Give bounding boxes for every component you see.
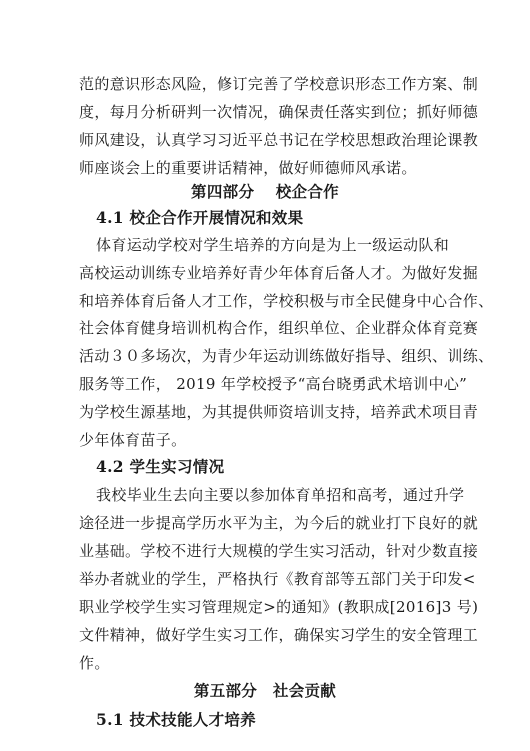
paragraph-line: 途径进一步提高学历水平为主，为今后的就业打下良好的就 <box>79 514 479 532</box>
paragraph-line: 范的意识形态风险，修订完善了学校意识形态工作方案、制 <box>79 75 479 93</box>
paragraph-line: 为学校生源基地，为其提供师资培训支持，培养武术项目青 <box>79 403 479 421</box>
paragraph-line: 业基础。学校不进行大规模的学生实习活动，针对少数直接 <box>79 542 479 560</box>
section-5-1-heading: 5.1 技术技能人才培养 <box>96 710 256 729</box>
paragraph-line: 作。 <box>79 654 110 672</box>
paragraph-line: 度，每月分析研判一次情况，确保责任落实到位；抓好师德 <box>79 103 479 121</box>
paragraph-line: 师风建设，认真学习习近平总书记在学校思想政治理论课教 <box>79 131 479 149</box>
paragraph-line: 举办者就业的学生，严格执行《教育部等五部门关于印发< <box>79 570 476 588</box>
paragraph-line: 高校运动训练专业培养好青少年体育后备人才。为做好发掘 <box>79 264 479 282</box>
part5-heading: 第五部分 社会贡献 <box>193 681 337 700</box>
paragraph-line: 职业学校学生实习管理规定>的通知》(教职成[2016]3 号) <box>79 598 479 616</box>
paragraph-line: 活动３０多场次，为青少年运动训练做好指导、组织、训练、 <box>79 347 494 365</box>
paragraph-line: 体育运动学校对学生培养的方向是为上一级运动队和 <box>96 236 450 254</box>
paragraph-line: 社会体育健身培训机构合作，组织单位、企业群众体育竞赛 <box>79 319 479 337</box>
part4-heading: 第四部分 校企合作 <box>191 182 339 201</box>
paragraph-line: 师座谈会上的重要讲话精神，做好师德师风承诺。 <box>79 159 417 177</box>
paragraph-line: 少年体育苗子。 <box>79 431 187 449</box>
section-4-2-heading: 4.2 学生实习情况 <box>96 457 225 476</box>
section-4-1-heading: 4.1 校企合作开展情况和效果 <box>96 208 304 227</box>
paragraph-line: 和培养体育后备人才工作，学校积极与市全民健身中心合作、 <box>79 292 494 310</box>
paragraph-line: 服务等工作， 2019 年学校授予“高台晓勇武术培训中心” <box>79 375 468 393</box>
paragraph-line: 文件精神，做好学生实习工作，确保实习学生的安全管理工 <box>79 626 479 644</box>
paragraph-line: 我校毕业生去向主要以参加体育单招和高考，通过升学 <box>96 486 465 504</box>
